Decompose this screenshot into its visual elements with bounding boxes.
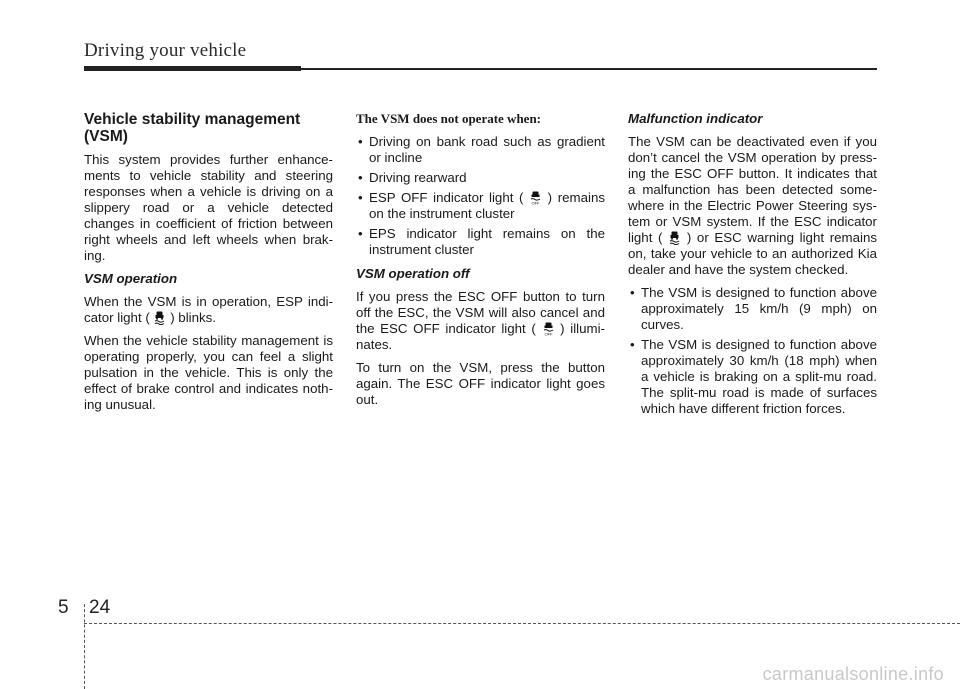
list-item: • Driving on bank road such as gradient or incline [356, 134, 605, 166]
esc-indicator-icon [153, 311, 166, 325]
malfunction-list [628, 285, 877, 417]
list-item: • Driving rearward [356, 170, 605, 186]
vsm-heading: Vehicle stability management (VSM) [84, 111, 301, 145]
page-header-title: Driving your vehicle [84, 40, 247, 61]
vsm-off-paragraph-1: If you press the ESC OFF button to turn off the ESC, the VSM will also cancel and the ESC OFF indicator light ( OFF ) illumi-nates. [356, 289, 605, 352]
header-rule-thin [301, 68, 877, 70]
list-item: • ESP OFF indicator light ( OFF ) remains on the instrument cluster [356, 190, 605, 222]
svg-text:OFF: OFF [531, 200, 540, 205]
vsm-off-paragraph-2: To turn on the VSM, press the button again. The ESC OFF indicator light goes out. [356, 360, 605, 407]
vsm-not-operate-list [356, 134, 605, 258]
column-3 [628, 111, 877, 425]
malfunction-indicator-heading: Malfunction indicator [628, 111, 763, 126]
vsm-operation-off-heading: VSM operation off [356, 266, 470, 281]
esc-off-indicator-icon [529, 191, 542, 205]
vsm-not-operate-heading: The VSM does not operate when: [356, 111, 542, 126]
vsm-operation-heading: VSM operation [84, 271, 178, 286]
header-rule-thick [84, 66, 301, 71]
list-item: • EPS indicator light remains on the instrument cluster [356, 226, 605, 258]
vsm-operation-paragraph-1: When the VSM is in operation, ESP indi-cator light ( ) blinks. [84, 294, 333, 325]
svg-text:OFF: OFF [544, 331, 552, 336]
esc-indicator-icon [668, 231, 681, 245]
vsm-intro-paragraph: This system provides further enhance-ments to vehicle stability and steering responses when a vehicle is driving on a slippery road or a vehicle detected changes in coefficient of friction between right wheels and left wheels when brak-ing. [84, 152, 333, 263]
chapter-number: 5 [58, 597, 69, 618]
column-1 [84, 111, 333, 420]
watermark: carmanualsonline.info [762, 664, 944, 684]
list-item: • The VSM is designed to function above approximately 15 km/h (9 mph) on curves. [628, 285, 877, 333]
list-item: • The VSM is designed to function above approximately 30 km/h (18 mph) when a vehicle is braking on a split-mu road. The split-mu road is made of surfaces which have different friction forces. [628, 337, 877, 417]
esc-off-indicator-icon [542, 322, 555, 336]
footer-vertical-rule [84, 604, 85, 689]
footer-rule [84, 623, 960, 624]
column-2 [356, 111, 605, 415]
malfunction-paragraph: The VSM can be deactivated even if you don’t cancel the VSM operation by press-ing the ESC OFF button. It indicates that a malfunction has been detected some-where in the Electric Power Steering sys-tem or VSM system. If the ESC indicator light ( ) or ESC warning light remains on, take your vehicle to an authorized Kia dealer and have the system checked. [628, 134, 877, 277]
page-number: 24 [89, 597, 111, 618]
vsm-operation-paragraph-2: When the vehicle stability management is operating properly, you can feel a slight pulsation in the vehicle. This is only the effect of brake control and indicates noth-ing unusual. [84, 333, 333, 412]
